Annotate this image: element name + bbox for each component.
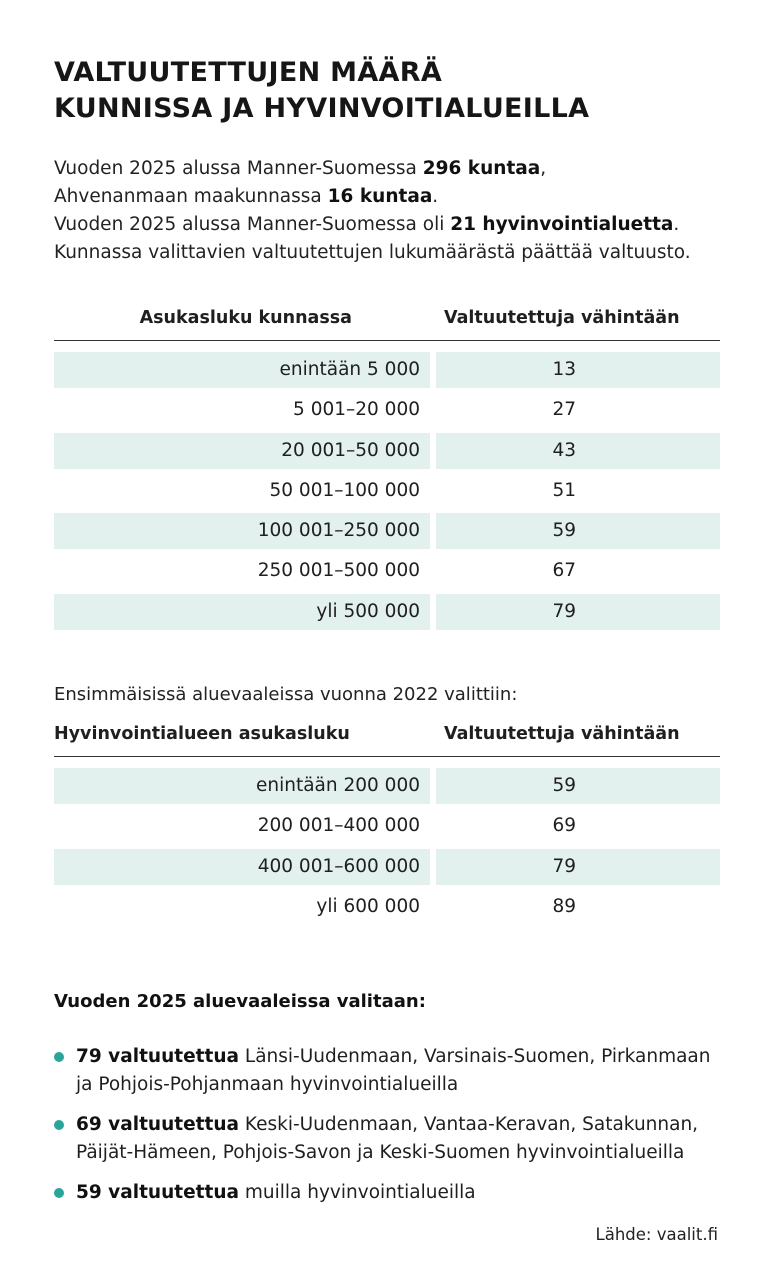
councillors-cell: [436, 594, 720, 630]
population-cell: 100 001–250 000: [54, 513, 430, 549]
intro-text: [54, 155, 754, 267]
councillors-cell: [436, 352, 720, 388]
intro-line-2-bold: 16 kuntaa: [327, 186, 433, 207]
wellbeing-area-table-header: [54, 718, 720, 757]
regional-elections-note: Ensimmäisissä aluevaaleissa vuonna 2022 valittiin:: [54, 684, 518, 705]
table-row: [54, 512, 720, 552]
list-item-bold: 79 valtuutettua: [76, 1046, 239, 1067]
population-cell: 20 001–50 000: [54, 433, 430, 469]
table-row: [54, 767, 720, 807]
list-item: [54, 1179, 754, 1207]
councillors-cell: [436, 768, 720, 804]
wellbeing-area-table: [54, 718, 720, 928]
table-row: [54, 888, 720, 928]
intro-line-4: Kunnassa valittavien valtuutettujen lukumäärästä päättää valtuusto.: [54, 242, 691, 263]
table-row: [54, 391, 720, 431]
list-item-bold: 59 valtuutettua: [76, 1182, 239, 1203]
councillors-value: 89: [552, 895, 576, 917]
councillors-cell: [436, 513, 720, 549]
intro-line-3-bold: 21 hyvinvointialuetta: [450, 214, 674, 235]
list-item-line-1: [76, 1179, 754, 1207]
population-cell: yli 600 000: [316, 895, 420, 917]
bullet-dot-icon: [54, 1052, 64, 1062]
intro-line-1: [54, 155, 754, 183]
councillors-value: 79: [552, 855, 576, 877]
councillors-value: 59: [552, 520, 576, 542]
table-row: [54, 432, 720, 472]
population-cell: 5 001–20 000: [293, 399, 420, 421]
councillors-value: 51: [552, 479, 576, 501]
list-item-text: Länsi-Uudenmaan, Varsinais-Suomen, Pirkanmaan: [239, 1046, 711, 1067]
list-item: [54, 1043, 754, 1099]
elections-2025-heading: Vuoden 2025 aluevaaleissa valitaan:: [54, 991, 426, 1012]
councillors-value: 69: [552, 815, 576, 837]
intro-line-3-end: .: [673, 214, 680, 235]
population-cell: enintään 200 000: [54, 768, 430, 804]
elections-2025-list: [54, 1043, 754, 1219]
population-cell: yli 500 000: [54, 594, 430, 630]
councillors-cell: [436, 392, 720, 428]
intro-line-3-text: Vuoden 2025 alussa Manner-Suomessa oli: [54, 214, 451, 235]
table-row: [54, 807, 720, 847]
list-item-line-1: [76, 1043, 754, 1071]
table-row: [54, 593, 720, 633]
intro-line-3: [54, 211, 754, 239]
councillors-value: 27: [552, 399, 576, 421]
bullet-dot-icon: [54, 1120, 64, 1130]
list-item-line-2: Päijät-Hämeen, Pohjois-Savon ja Keski-Suomen hyvinvointialueilla: [76, 1142, 685, 1163]
header-area-population: Hyvinvointialueen asukasluku: [54, 724, 350, 744]
councillors-cell: [436, 849, 720, 885]
table-row: [54, 552, 720, 592]
wellbeing-area-table-body: [54, 767, 720, 928]
councillors-value: 79: [552, 600, 576, 622]
header-min-councillors: Valtuutettuja vähintään: [444, 308, 680, 328]
list-item-text: muilla hyvinvointialueilla: [239, 1182, 476, 1203]
intro-line-1-end: ,: [540, 158, 547, 179]
title-line-1: VALTUUTETTUJEN MÄÄRÄ: [54, 57, 443, 88]
table-row: [54, 351, 720, 391]
header-population: Asukasluku kunnassa: [139, 308, 352, 328]
councillors-value: 43: [552, 439, 576, 461]
population-cell: 250 001–500 000: [257, 560, 420, 582]
intro-line-1-bold: 296 kuntaa: [422, 158, 541, 179]
intro-line-1-text: Vuoden 2025 alussa Manner-Suomessa: [54, 158, 423, 179]
table-row: [54, 848, 720, 888]
list-item-bold: 69 valtuutettua: [76, 1114, 239, 1135]
title-line-2: KUNNISSA JA HYVINVOITIALUEILLA: [54, 93, 590, 124]
table-row: [54, 472, 720, 512]
municipality-table-header: [54, 302, 720, 341]
councillors-cell: [436, 433, 720, 469]
councillors-cell: [436, 808, 720, 844]
header-min-councillors: Valtuutettuja vähintään: [444, 724, 680, 744]
source-credit: Lähde: vaalit.fi: [595, 1225, 718, 1244]
municipality-table-body: [54, 351, 720, 633]
bullet-dot-icon: [54, 1188, 64, 1198]
list-item-line-2: ja Pohjois-Pohjanmaan hyvinvointialueilla: [76, 1074, 459, 1095]
councillors-cell: [436, 553, 720, 589]
list-item-text: Keski-Uudenmaan, Vantaa-Keravan, Satakunnan,: [239, 1114, 699, 1135]
list-item: [54, 1111, 754, 1167]
councillors-cell: [436, 473, 720, 509]
population-cell: enintään 5 000: [54, 352, 430, 388]
councillors-cell: [436, 889, 720, 925]
population-cell: 200 001–400 000: [257, 815, 420, 837]
population-cell: 50 001–100 000: [269, 479, 420, 501]
intro-line-2-end: .: [432, 186, 439, 207]
councillors-value: 59: [552, 775, 576, 796]
councillors-value: 67: [552, 560, 576, 582]
municipality-table: [54, 302, 720, 633]
list-item-line-1: [76, 1111, 754, 1139]
page-title: [54, 55, 589, 127]
intro-line-2-text: Ahvenanmaan maakunnassa: [54, 186, 328, 207]
population-cell: 400 001–600 000: [54, 849, 430, 885]
intro-line-2: [54, 183, 754, 211]
councillors-value: 13: [552, 359, 576, 380]
